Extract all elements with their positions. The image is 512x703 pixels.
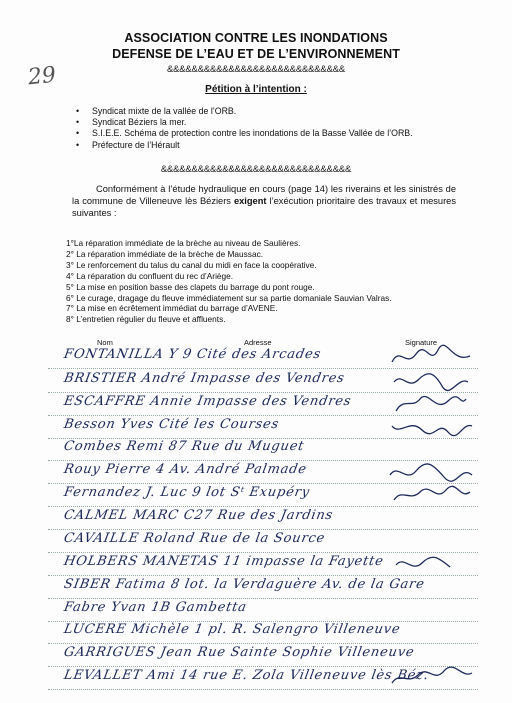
signature-mark: [386, 414, 476, 440]
signature-row: [48, 416, 478, 439]
handwritten-entry: HOLBERS MANETAS 11 impasse la Fayette: [62, 554, 385, 569]
signature-row: [48, 507, 478, 530]
handwritten-entry: SIBER Fatima 8 lot. la Verdaguère Av. de la Gare: [62, 577, 426, 592]
signature-mark: [386, 344, 476, 370]
handwritten-entry: LEVALLET Ami 14 rue E. Zola Villeneuve lès Béz.: [62, 668, 431, 683]
request-item: 2° La réparation immédiate de la brèche de Maussac.: [66, 248, 264, 259]
intro-text-end: l’exécution prioritaire des travaux et mesures suivantes :: [72, 196, 456, 218]
column-header-signature: Signature: [405, 338, 438, 347]
handwritten-page-number: 29: [26, 62, 58, 91]
recipients-list: [92, 106, 413, 151]
association-title: ASSOCIATION CONTRE LES INONDATIONS: [124, 31, 388, 45]
handwritten-entry: CAVAILLE Roland Rue de la Source: [62, 531, 327, 546]
signature-row: [48, 621, 478, 644]
column-header-name: Nom: [97, 338, 113, 347]
requests-list: [66, 238, 392, 325]
signature-row: [48, 576, 478, 599]
handwritten-entry: Besson Yves Cité les Courses: [62, 417, 281, 432]
recipient-item: • Syndicat mixte de la vallée de l’ORB.: [92, 106, 413, 117]
signature-row: [48, 393, 478, 416]
signature-mark: [386, 551, 476, 577]
handwritten-entry: GARRIGUES Jean Rue Sainte Sophie Villeneuve: [62, 645, 416, 660]
intro-paragraph: [72, 183, 456, 219]
recipient-item: • Préfecture de l’Hérault: [92, 140, 413, 151]
signature-row: [48, 346, 478, 369]
signature-row: [48, 461, 478, 484]
association-subtitle: DEFENSE DE L’EAU ET DE L’ENVIRONNEMENT: [112, 47, 400, 61]
recipient-item: • S.I.E.E. Schéma de protection contre les inondations de la Basse Vallée de l’ORB.: [92, 128, 413, 139]
handwritten-entry: Fernandez J. Luc 9 lot Sᵗ Exupéry: [62, 485, 312, 500]
signature-row: [48, 644, 478, 667]
handwritten-entry: CALMEL MARC C27 Rue des Jardins: [62, 508, 335, 523]
signature-row: [48, 599, 478, 622]
handwritten-entry: Combes Remi 87 Rue du Muguet: [62, 439, 306, 454]
request-item: 4° La réparation du confluent du rec d’Ariège.: [66, 270, 234, 281]
handwritten-entry: FONTANILLA Y 9 Cité des Arcades: [62, 347, 323, 362]
separator-middle: &&&&&&&&&&&&&&&&&&&&&&&&&&&&&&&: [160, 164, 352, 175]
signature-row: [48, 370, 478, 393]
signature-row: [48, 438, 478, 461]
signature-row: [48, 553, 478, 576]
petition-title: Pétition à l’intention :: [205, 84, 307, 95]
handwritten-entry: Rouy Pierre 4 Av. André Palmade: [62, 462, 309, 477]
intro-text-start: Conformément à l’étude hydraulique en cours (page 14) les riverains et les sinistrés de la commune de Villeneuve lès Béziers: [72, 184, 456, 206]
intro-emphasis: exigent: [233, 196, 267, 206]
request-item: 5° La mise en position basse des clapets du barrage du pont rouge.: [66, 281, 315, 292]
request-item: 8° L’entretien régulier du fleuve et affluents.: [66, 314, 226, 325]
request-item: 7° La mise en écrêtement immédiat du barrage d’AVENE.: [66, 303, 278, 314]
handwritten-entry: Fabre Yvan 1B Gambetta: [62, 600, 248, 615]
separator-top: &&&&&&&&&&&&&&&&&&&&&&&&&&&&&: [167, 64, 345, 75]
handwritten-entry: BRISTIER André Impasse des Vendres: [62, 371, 346, 386]
column-header-address: Adresse: [244, 338, 272, 347]
request-item: 3° Le renforcement du talus du canal du midi en face la coopérative.: [66, 259, 317, 270]
signature-row: [48, 667, 478, 690]
recipient-item: • Syndicat Béziers la mer.: [92, 117, 413, 128]
signature-mark: [386, 482, 476, 508]
signature-mark: [386, 665, 476, 691]
request-item: 6° Le curage, dragage du fleuve immédiatement sur sa partie domaniale Sauvian Valras.: [66, 292, 392, 303]
handwritten-entry: LUCERE Michèle 1 pl. R. Salengro Villeneuve: [62, 622, 402, 637]
request-item: 1°La réparation immédiate de la brèche au niveau de Saulières.: [66, 238, 301, 248]
signature-row: [48, 530, 478, 553]
signature-row: [48, 484, 478, 507]
handwritten-entry: ESCAFFRE Annie Impasse des Vendres: [62, 394, 353, 409]
